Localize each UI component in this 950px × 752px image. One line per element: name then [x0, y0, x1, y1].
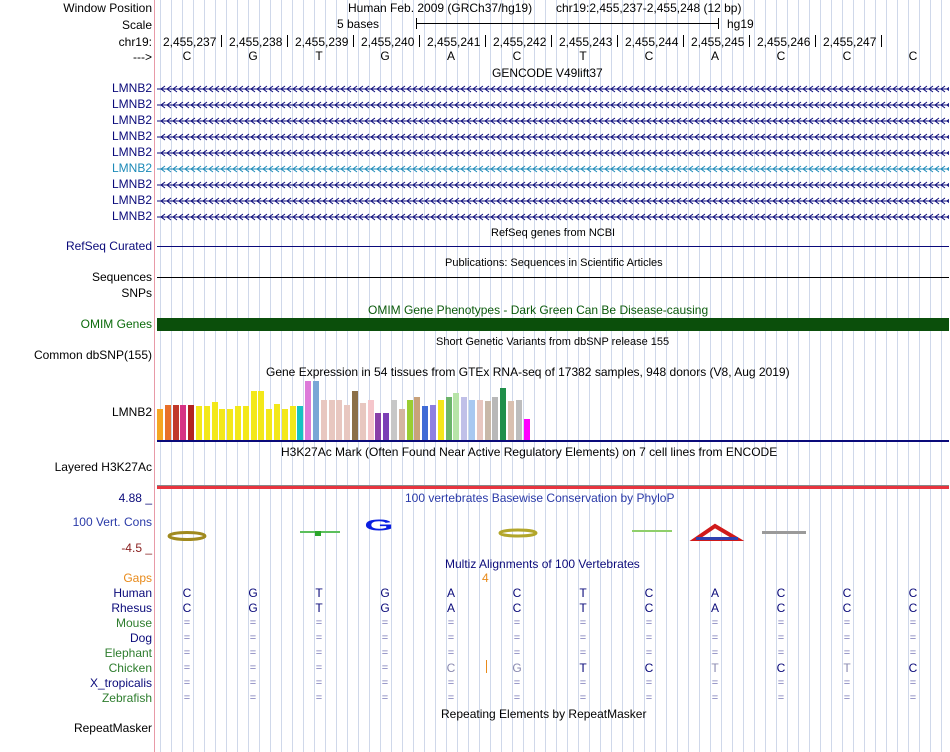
- aligned-base: =: [315, 692, 323, 704]
- aligned-base: =: [447, 647, 455, 659]
- ruler-base: C: [182, 49, 192, 63]
- dbsnp-track-title: Short Genetic Variants from dbSNP release 155: [436, 336, 670, 348]
- snps-track-label[interactable]: SNPs: [121, 286, 152, 300]
- gtex-tissue-bar[interactable]: [165, 405, 171, 440]
- coordinate-label: 2,455,240: [361, 35, 415, 49]
- gridline: [237, 0, 238, 752]
- aligned-base: =: [183, 662, 191, 674]
- ruler-base: A: [710, 49, 719, 63]
- gtex-tissue-bar[interactable]: [204, 406, 210, 440]
- gtex-tissue-bar[interactable]: [282, 409, 288, 440]
- gtex-tissue-bar[interactable]: [368, 400, 374, 440]
- aligned-base: =: [777, 677, 785, 689]
- gridline: [941, 0, 942, 752]
- aligned-base: =: [315, 647, 323, 659]
- logo-glyph-gray: [762, 531, 806, 534]
- aligned-base: C: [908, 661, 918, 675]
- species-label[interactable]: Elephant: [104, 646, 152, 660]
- coordinate-label: 2,455,243: [559, 35, 613, 49]
- aligned-base: T: [711, 661, 719, 675]
- aligned-base: T: [315, 586, 323, 600]
- aligned-base: =: [315, 617, 323, 629]
- aligned-base: =: [777, 632, 785, 644]
- aligned-base: =: [183, 617, 191, 629]
- refseq-track-title: RefSeq genes from NCBI: [491, 227, 616, 239]
- ruler-base: C: [512, 49, 522, 63]
- ruler-base: A: [446, 49, 455, 63]
- gencode-transcript-label[interactable]: LMNB2: [111, 209, 152, 223]
- aligned-base: G: [248, 601, 258, 615]
- species-label[interactable]: Human: [113, 586, 152, 600]
- aligned-base: =: [249, 677, 257, 689]
- coordinate-tick: [221, 35, 222, 47]
- aligned-base: =: [843, 692, 851, 704]
- gtex-tissue-bar[interactable]: [391, 400, 397, 440]
- ruler-base: T: [315, 49, 323, 63]
- aligned-base: =: [711, 617, 719, 629]
- gtex-tissue-bar[interactable]: [321, 400, 327, 440]
- chicken-insertion-mark: [486, 660, 487, 673]
- gridline: [226, 0, 227, 752]
- aligned-base: =: [645, 617, 653, 629]
- aligned-base: =: [183, 692, 191, 704]
- gencode-transcript-label[interactable]: LMNB2: [111, 177, 152, 191]
- position-readout: chr19:2,455,237-2,455,248 (12 bp): [556, 1, 742, 15]
- coordinate-tick: [419, 35, 420, 47]
- aligned-base: G: [248, 586, 258, 600]
- gaps-label: Gaps: [123, 571, 152, 585]
- scale-bar: [416, 23, 718, 24]
- aligned-base: C: [182, 586, 192, 600]
- gtex-tissue-bar[interactable]: [344, 405, 350, 440]
- aligned-base: T: [579, 586, 587, 600]
- repeatmasker-track-label[interactable]: RepeatMasker: [73, 721, 152, 735]
- publications-track-label[interactable]: Sequences: [91, 270, 152, 284]
- species-label[interactable]: Rhesus: [111, 601, 152, 615]
- gtex-tissue-bar[interactable]: [305, 381, 311, 440]
- species-label[interactable]: X_tropicalis: [89, 676, 152, 690]
- aligned-base: =: [645, 677, 653, 689]
- aligned-base: A: [446, 601, 455, 615]
- gtex-tissue-bar[interactable]: [524, 419, 530, 440]
- gtex-tissue-bar[interactable]: [516, 400, 522, 440]
- aligned-base: =: [447, 692, 455, 704]
- gtex-tissue-bar[interactable]: [235, 406, 241, 440]
- gencode-transcript-label[interactable]: LMNB2: [111, 145, 152, 159]
- species-label[interactable]: Mouse: [115, 616, 152, 630]
- aligned-base: T: [579, 601, 587, 615]
- aligned-base: =: [381, 662, 389, 674]
- aligned-base: =: [579, 632, 587, 644]
- aligned-base: C: [776, 661, 786, 675]
- coordinate-tick: [287, 35, 288, 47]
- gridline: [171, 0, 172, 752]
- gtex-tissue-bar[interactable]: [446, 397, 452, 440]
- gtex-tissue-bar[interactable]: [485, 401, 491, 440]
- gtex-tissue-bar[interactable]: [508, 401, 514, 440]
- gtex-tissue-bar[interactable]: [251, 391, 257, 440]
- h3k27ac-signal-line[interactable]: [157, 485, 949, 489]
- aligned-base: =: [183, 647, 191, 659]
- coordinate-tick: [551, 35, 552, 47]
- gtex-baseline: [157, 440, 949, 442]
- species-label[interactable]: Chicken: [108, 661, 152, 675]
- aligned-base: G: [512, 661, 522, 675]
- gtex-tissue-bar[interactable]: [266, 409, 272, 440]
- aligned-base: T: [315, 601, 323, 615]
- aligned-base: C: [512, 586, 522, 600]
- dbsnp-track-label[interactable]: Common dbSNP(155): [33, 348, 152, 362]
- aligned-base: =: [777, 647, 785, 659]
- coordinate-tick: [881, 35, 882, 47]
- aligned-base: =: [777, 617, 785, 629]
- multiz-track-title: Multiz Alignments of 100 Vertebrates: [445, 557, 640, 571]
- gtex-tissue-bar[interactable]: [383, 413, 389, 440]
- aligned-base: =: [183, 677, 191, 689]
- gencode-transcript-line[interactable]: [157, 211, 949, 221]
- aligned-base: =: [909, 647, 917, 659]
- aligned-base: =: [315, 632, 323, 644]
- aligned-base: =: [513, 677, 521, 689]
- aligned-base: =: [843, 677, 851, 689]
- coordinate-tick: [683, 35, 684, 47]
- gencode-transcript-line[interactable]: [157, 99, 949, 109]
- coordinate-label: 2,455,246: [757, 35, 811, 49]
- gridline: [204, 0, 205, 752]
- species-label[interactable]: Zebrafish: [101, 691, 152, 705]
- gtex-tissue-bar[interactable]: [477, 400, 483, 440]
- scale-bar-left-end: [416, 18, 417, 29]
- aligned-base: =: [249, 647, 257, 659]
- gtex-tissue-bar[interactable]: [329, 400, 335, 440]
- gencode-transcript-label[interactable]: LMNB2: [111, 193, 152, 207]
- aligned-base: C: [842, 601, 852, 615]
- aligned-base: =: [513, 617, 521, 629]
- aligned-base: =: [909, 692, 917, 704]
- assembly-title: Human Feb. 2009 (GRCh37/hg19): [348, 1, 533, 15]
- scale-label: Scale: [121, 18, 152, 32]
- gencode-transcript-line[interactable]: [157, 83, 949, 93]
- omim-gene-bar[interactable]: [157, 318, 949, 331]
- aligned-base: =: [645, 632, 653, 644]
- gencode-transcript-line[interactable]: [157, 163, 949, 173]
- aligned-base: A: [446, 586, 455, 600]
- gtex-tissue-bar[interactable]: [196, 406, 202, 440]
- gencode-transcript-line[interactable]: [157, 131, 949, 141]
- gencode-transcript-label[interactable]: LMNB2: [111, 161, 152, 175]
- gtex-tissue-bar[interactable]: [352, 391, 358, 440]
- conservation-min: -4.5 _: [121, 541, 152, 555]
- coordinate-tick: [749, 35, 750, 47]
- gtex-tissue-bar[interactable]: [399, 409, 405, 440]
- window-position-label: Window Position: [63, 1, 152, 15]
- gtex-track-title: Gene Expression in 54 tissues from GTEx RNA-seq of 17382 samples, 948 donors (V8, Aug 2019): [266, 365, 790, 379]
- gridline: [864, 0, 865, 752]
- coordinate-label: 2,455,237: [163, 35, 217, 49]
- aligned-base: C: [908, 601, 918, 615]
- gtex-tissue-bar[interactable]: [243, 406, 249, 440]
- coordinate-tick: [485, 35, 486, 47]
- aligned-base: A: [710, 586, 719, 600]
- aligned-base: C: [644, 586, 654, 600]
- gridline: [215, 0, 216, 752]
- scale-bar-right-end: [718, 18, 719, 29]
- coordinate-tick: [617, 35, 618, 47]
- coordinate-label: 2,455,238: [229, 35, 283, 49]
- aligned-base: =: [381, 617, 389, 629]
- ruler-base: C: [776, 49, 786, 63]
- ruler-base: C: [908, 49, 918, 63]
- aligned-base: =: [843, 632, 851, 644]
- logo-glyph-g: G: [364, 516, 394, 535]
- gtex-bar-chart[interactable]: [157, 380, 537, 440]
- aligned-base: =: [579, 617, 587, 629]
- h3k27ac-track-title: H3K27Ac Mark (Often Found Near Active Regulatory Elements) on 7 cell lines from ENCODE: [281, 445, 778, 459]
- aligned-base: =: [843, 617, 851, 629]
- gencode-transcript-line[interactable]: [157, 179, 949, 189]
- ruler-base: C: [644, 49, 654, 63]
- coordinate-tick: [353, 35, 354, 47]
- gtex-tissue-bar[interactable]: [461, 397, 467, 440]
- aligned-base: C: [776, 586, 786, 600]
- gtex-tissue-bar[interactable]: [438, 400, 444, 440]
- conservation-track-title: 100 vertebrates Basewise Conservation by PhyloP: [405, 491, 675, 505]
- ruler-base: G: [380, 49, 390, 63]
- logo-glyph-c: [169, 533, 205, 540]
- coordinate-label: 2,455,245: [691, 35, 745, 49]
- gridline: [160, 0, 161, 752]
- species-label[interactable]: Dog: [129, 631, 152, 645]
- aligned-base: G: [380, 586, 390, 600]
- aligned-base: =: [249, 617, 257, 629]
- scale-text: 5 bases: [337, 17, 380, 31]
- gencode-transcript-label[interactable]: LMNB2: [111, 113, 152, 127]
- gtex-tissue-bar[interactable]: [219, 409, 225, 440]
- ruler-base: T: [579, 49, 587, 63]
- aligned-base: =: [645, 647, 653, 659]
- gtex-tissue-bar[interactable]: [212, 402, 218, 440]
- aligned-base: =: [315, 662, 323, 674]
- gtex-tissue-bar[interactable]: [180, 405, 186, 440]
- coordinate-tick: [815, 35, 816, 47]
- gtex-tissue-bar[interactable]: [453, 393, 459, 440]
- omim-track-title: OMIM Gene Phenotypes - Dark Green Can Be Disease-causing: [368, 303, 709, 317]
- gridline: [897, 0, 898, 752]
- gridline: [930, 0, 931, 752]
- ruler-base: C: [842, 49, 852, 63]
- coordinate-label: 2,455,244: [625, 35, 679, 49]
- gridline: [820, 0, 821, 752]
- aligned-base: =: [711, 647, 719, 659]
- aligned-base: G: [380, 601, 390, 615]
- logo-glyph-t2: [632, 530, 672, 532]
- aligned-base: T: [579, 661, 587, 675]
- gridline: [798, 0, 799, 752]
- gap-count: 4: [482, 571, 489, 585]
- gtex-tissue-bar[interactable]: [469, 400, 475, 440]
- aligned-base: =: [249, 692, 257, 704]
- aligned-base: =: [381, 647, 389, 659]
- coordinate-label: 2,455,241: [427, 35, 481, 49]
- aligned-base: =: [315, 677, 323, 689]
- coordinate-label: 2,455,239: [295, 35, 349, 49]
- aligned-base: =: [579, 677, 587, 689]
- aligned-base: =: [711, 692, 719, 704]
- sidebar-divider: [154, 0, 155, 752]
- aligned-base: =: [381, 632, 389, 644]
- conservation-logo[interactable]: [157, 510, 949, 546]
- gtex-tissue-bar[interactable]: [290, 406, 296, 440]
- gtex-tissue-bar[interactable]: [274, 404, 280, 440]
- aligned-base: =: [909, 617, 917, 629]
- chrom-label: chr19:: [118, 35, 152, 49]
- strand-label: --->: [133, 50, 152, 64]
- aligned-base: C: [446, 661, 456, 675]
- aligned-base: C: [512, 601, 522, 615]
- publications-line[interactable]: [157, 277, 949, 278]
- publications-track-title: Publications: Sequences in Scientific Articles: [445, 257, 663, 269]
- gtex-tissue-bar[interactable]: [173, 405, 179, 440]
- repeatmasker-track-title: Repeating Elements by RepeatMasker: [441, 707, 647, 721]
- gtex-tissue-bar[interactable]: [492, 397, 498, 440]
- aligned-base: =: [447, 677, 455, 689]
- aligned-base: C: [842, 586, 852, 600]
- logo-glyph-c2: [500, 530, 536, 536]
- aligned-base: =: [381, 692, 389, 704]
- gtex-tissue-bar[interactable]: [375, 413, 381, 440]
- aligned-base: =: [579, 647, 587, 659]
- gtex-track-label[interactable]: LMNB2: [111, 405, 152, 419]
- gtex-tissue-bar[interactable]: [258, 391, 264, 440]
- aligned-base: C: [182, 601, 192, 615]
- aligned-base: =: [909, 632, 917, 644]
- aligned-base: =: [183, 632, 191, 644]
- h3k27ac-track-label[interactable]: Layered H3K27Ac: [54, 460, 152, 474]
- aligned-base: C: [776, 601, 786, 615]
- refseq-gene-line[interactable]: [157, 246, 949, 247]
- conservation-logo-svg: [157, 510, 949, 546]
- gencode-transcript-label[interactable]: LMNB2: [111, 129, 152, 143]
- aligned-base: =: [447, 632, 455, 644]
- aligned-base: =: [513, 692, 521, 704]
- aligned-base: =: [447, 617, 455, 629]
- gtex-tissue-bar[interactable]: [360, 403, 366, 440]
- logo-glyph-a-base: [696, 537, 738, 540]
- scale-db: hg19: [727, 17, 754, 31]
- aligned-base: =: [843, 647, 851, 659]
- aligned-base: C: [908, 586, 918, 600]
- gtex-tissue-bar[interactable]: [157, 409, 163, 440]
- aligned-base: C: [644, 601, 654, 615]
- gridline: [809, 0, 810, 752]
- gridline: [831, 0, 832, 752]
- aligned-base: =: [645, 692, 653, 704]
- aligned-base: =: [381, 677, 389, 689]
- gencode-transcript-line[interactable]: [157, 147, 949, 157]
- aligned-base: =: [513, 632, 521, 644]
- gtex-tissue-bar[interactable]: [500, 388, 506, 440]
- aligned-base: =: [777, 692, 785, 704]
- conservation-max: 4.88 _: [118, 491, 152, 505]
- coordinate-label: 2,455,247: [823, 35, 877, 49]
- gtex-tissue-bar[interactable]: [313, 381, 319, 440]
- gridline: [886, 0, 887, 752]
- gtex-tissue-bar[interactable]: [422, 406, 428, 440]
- gtex-tissue-bar[interactable]: [297, 406, 303, 440]
- gridline: [875, 0, 876, 752]
- aligned-base: =: [249, 662, 257, 674]
- aligned-base: =: [711, 677, 719, 689]
- gencode-transcript-line[interactable]: [157, 115, 949, 125]
- ruler-base: G: [248, 49, 258, 63]
- aligned-base: =: [711, 632, 719, 644]
- logo-glyph-t-stem: [315, 531, 321, 536]
- aligned-base: A: [710, 601, 719, 615]
- refseq-track-label[interactable]: RefSeq Curated: [65, 239, 152, 253]
- gtex-tissue-bar[interactable]: [414, 397, 420, 440]
- gencode-track-title: GENCODE V49lift37: [492, 66, 603, 80]
- aligned-base: T: [843, 661, 851, 675]
- conservation-track-label[interactable]: 100 Vert. Cons: [72, 515, 152, 529]
- aligned-base: =: [513, 647, 521, 659]
- coordinate-label: 2,455,242: [493, 35, 547, 49]
- gtex-tissue-bar[interactable]: [188, 405, 194, 440]
- aligned-base: =: [579, 692, 587, 704]
- aligned-base: =: [909, 677, 917, 689]
- aligned-base: C: [644, 661, 654, 675]
- gencode-transcript-line[interactable]: [157, 195, 949, 205]
- gencode-transcript-label[interactable]: LMNB2: [111, 97, 152, 111]
- omim-track-label[interactable]: OMIM Genes: [80, 317, 152, 331]
- gtex-tissue-bar[interactable]: [227, 409, 233, 440]
- gtex-tissue-bar[interactable]: [407, 400, 413, 440]
- gencode-transcript-label[interactable]: LMNB2: [111, 81, 152, 95]
- gtex-tissue-bar[interactable]: [430, 405, 436, 440]
- gtex-tissue-bar[interactable]: [336, 400, 342, 440]
- aligned-base: =: [249, 632, 257, 644]
